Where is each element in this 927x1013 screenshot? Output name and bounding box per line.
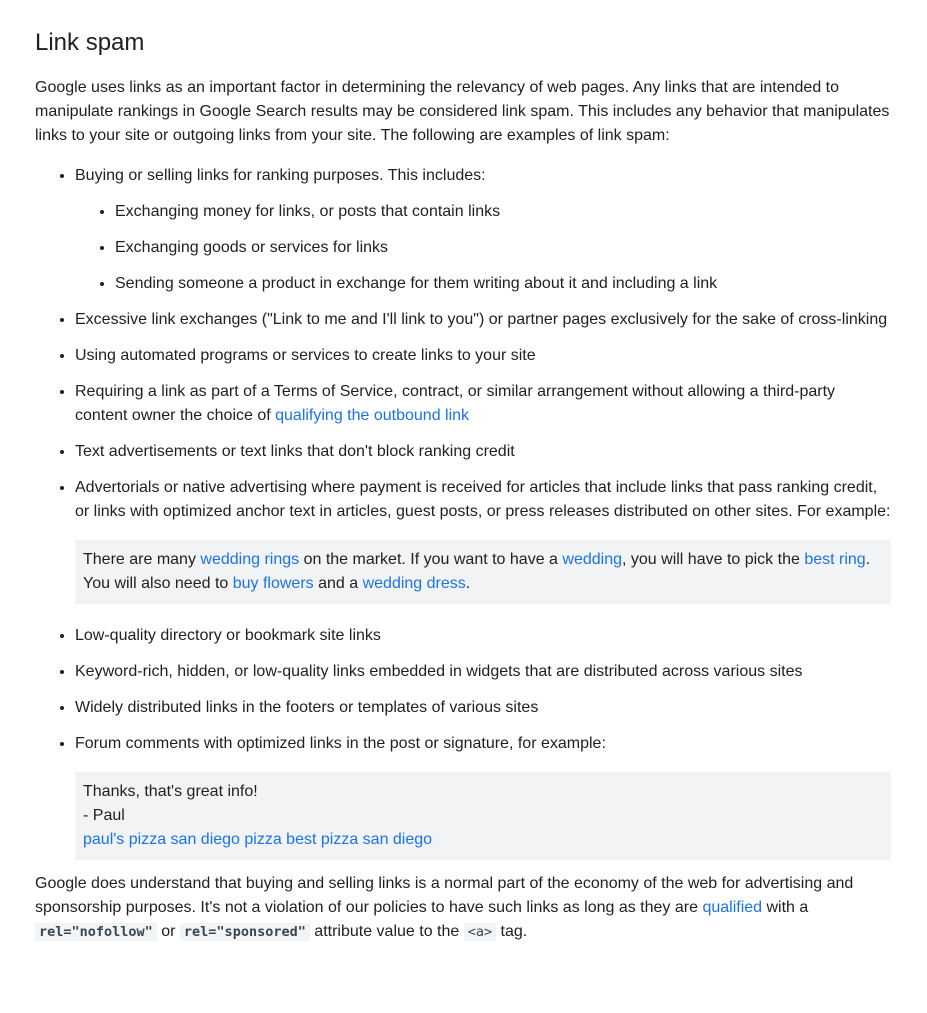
list-item-automated: • Using automated programs or services to create links to your site	[75, 344, 891, 368]
list-item-forum	[75, 732, 891, 860]
buying-sublist	[75, 200, 891, 296]
code-rel-nofollow: rel="nofollow"	[35, 923, 157, 941]
example-text: on the market. If you want to have a	[299, 551, 563, 568]
list-item-requiring	[75, 380, 891, 428]
list-item-text: Buying or selling links for ranking purposes. This includes:	[75, 167, 486, 184]
forum-signature-name: - Paul	[83, 807, 125, 824]
list-item-advertorials	[75, 476, 891, 604]
code-a-tag: <a>	[464, 923, 496, 941]
example-link-wedding-dress[interactable]: wedding dress	[362, 575, 466, 592]
example-block-advertorial	[75, 540, 891, 604]
list-item-buying	[75, 164, 891, 296]
outro-text: attribute value to the	[309, 923, 464, 940]
intro-paragraph: Google uses links as an important factor in determining the relevancy of web pages. Any links that are intended to manipulate rankings in Google Search results may be considered link spam. This includes any behavior that manipulates links to your site or outgoing links from your site. The following are examples of link spam:	[35, 79, 890, 144]
list-item-text: Advertorials or native advertising where payment is received for articles that include links that pass ranking credit, or links with optimized anchor text in articles, guest posts, or press releases distributed on other sites. For example:	[75, 479, 891, 520]
example-link-buy-flowers[interactable]: buy flowers	[232, 575, 314, 592]
link-spam-examples-list	[35, 164, 891, 860]
forum-signature-link[interactable]: paul's pizza san diego pizza best pizza san diego	[83, 831, 433, 848]
forum-comment-line: Thanks, that's great info!	[83, 783, 258, 800]
example-block-forum	[75, 772, 891, 860]
list-item-footers: • Widely distributed links in the footers or templates of various sites	[75, 696, 891, 720]
outro-text: tag.	[496, 923, 528, 940]
list-item-text-ads: • Text advertisements or text links that don't block ranking credit	[75, 440, 891, 464]
list-item-directory: • Low-quality directory or bookmark site links	[75, 624, 891, 648]
example-text: and a	[313, 575, 363, 592]
outro-text: Google does understand that buying and selling links is a normal part of the economy of the web for advertising and sponsorship purposes. It's not a violation of our policies to have such links as long as they are	[35, 875, 854, 916]
sublist-item: • Exchanging money for links, or posts that contain links	[115, 200, 891, 224]
example-text: , you will have to pick the	[622, 551, 805, 568]
code-rel-sponsored: rel="sponsored"	[180, 923, 310, 941]
list-item-exchanges: • Excessive link exchanges ("Link to me and I'll link to you") or partner pages exclusively for the sake of cross-linking	[75, 308, 891, 332]
list-item-keyword-rich: • Keyword-rich, hidden, or low-quality links embedded in widgets that are distributed across various sites	[75, 660, 891, 684]
example-text: There are many	[83, 551, 201, 568]
list-item-text: Forum comments with optimized links in the post or signature, for example:	[75, 735, 606, 752]
closing-paragraph	[35, 872, 891, 944]
qualified-link[interactable]: qualified	[702, 899, 763, 916]
example-link-best-ring[interactable]: best ring	[804, 551, 866, 568]
example-text: . You will also need to	[83, 551, 871, 592]
qualifying-outbound-link[interactable]: qualifying the outbound link	[275, 407, 470, 424]
example-text: .	[465, 575, 471, 592]
sublist-item: • Exchanging goods or services for links	[115, 236, 891, 260]
page-title: Link spam	[35, 29, 145, 56]
sublist-item: • Sending someone a product in exchange for them writing about it and including a link	[115, 272, 891, 296]
outro-text: or	[156, 923, 180, 940]
example-link-wedding[interactable]: wedding	[562, 551, 622, 568]
outro-text: with a	[762, 899, 809, 916]
list-item-text: Requiring a link as part of a Terms of Service, contract, or similar arrangement without allowing a third-party content owner the choice of	[75, 383, 836, 424]
example-link-wedding-rings[interactable]: wedding rings	[200, 551, 300, 568]
